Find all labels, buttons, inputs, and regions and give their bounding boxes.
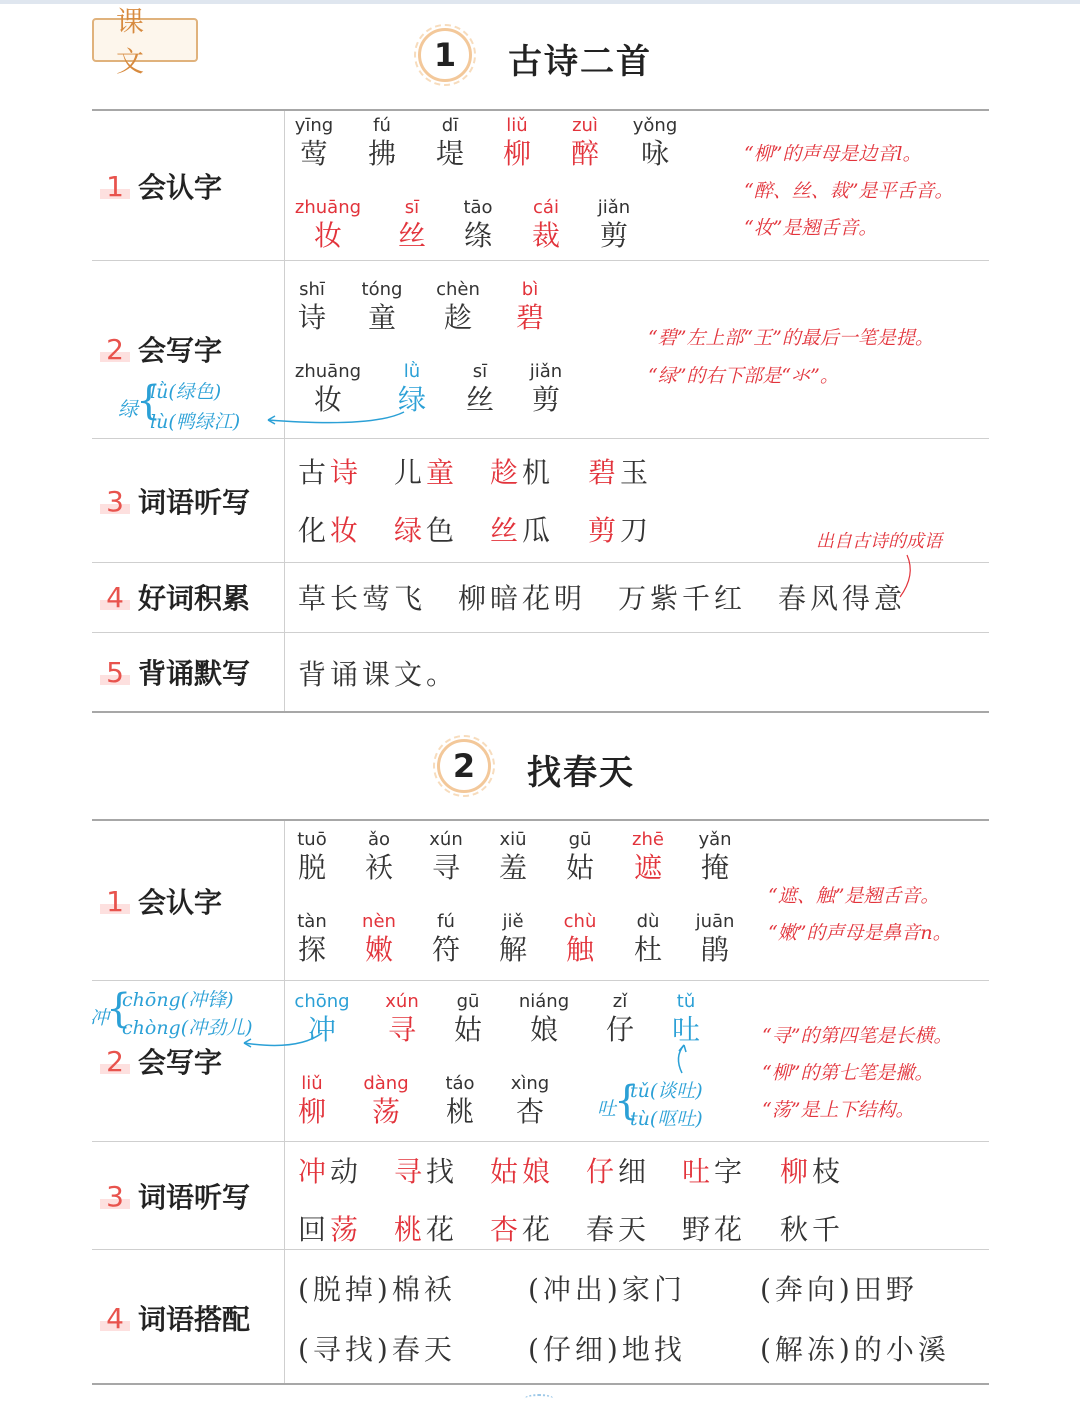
pinyin: tuō [297,829,327,850]
note-1: “寻”的第四笔是长横。 [762,1025,953,1047]
pinyin: yǒng [632,115,678,136]
note-2: “嫩”的声母是鼻音n。 [768,922,952,944]
hanzi: 莺 [299,137,328,170]
pinyin: zhuāng [294,197,362,218]
lesson1-title: 古诗二首 [508,42,652,82]
dictation-word: 化妆 [298,514,363,547]
pinyin: ǎo [367,829,391,850]
arrow-icon [672,1043,692,1077]
pinyin: juān [695,911,735,932]
brace-icon: { [136,378,162,424]
row-label [104,1041,222,1081]
pinyin: gū [568,829,592,850]
row-title: 背诵默写 [138,657,251,690]
pinyin: jiǎn [597,197,631,218]
hanzi: 遮 [633,851,662,884]
char-cell [272,1073,352,1129]
pinyin: yīng [294,115,334,136]
row-number: 4 [104,581,126,614]
hanzi: 寻 [387,1013,416,1046]
hanzi: 丝 [465,383,494,416]
row-title: 会写字 [138,334,223,367]
row-title: 会认字 [138,171,223,204]
pinyin: xún [385,991,419,1012]
char-cell [342,279,422,335]
dictation-word: 寻找 [394,1155,459,1188]
good-word: 柳暗花明 [458,582,587,615]
pinyin: chù [563,911,597,932]
hanzi: 妆 [313,383,342,416]
hanzi: 柳 [297,1095,326,1128]
char-cell [675,911,755,967]
pinyin: zhuāng [294,361,362,382]
hanzi: 探 [297,933,326,966]
char-cell [490,1073,570,1129]
pinyin: dī [441,115,459,136]
pinyin: fú [373,115,391,136]
row-label [104,481,250,521]
dictation-word: 绿色 [394,514,459,547]
hanzi: 妆 [313,219,342,252]
row-label [104,166,222,206]
hanzi: 荡 [371,1095,400,1128]
pinyin: lǜ [403,361,421,382]
hanzi: 丝 [397,219,426,252]
char-cell [615,115,695,171]
lesson1-number: 1 [418,28,472,82]
table-bottom-border [92,711,989,713]
pinyin: xìng [510,1073,550,1094]
dictation-word: 秋千 [780,1213,845,1246]
good-word: 草长莺飞 [298,582,427,615]
note-1: “柳”的声母是边音l。 [744,143,922,165]
lesson2-row-dictation [92,1141,989,1249]
char-cell [506,361,586,417]
char-cell [504,991,584,1047]
hanzi: 桃 [445,1095,474,1128]
pinyin: gū [456,991,480,1012]
hanzi: 碧 [515,301,544,334]
note-1: “碧”左上部“王”的最后一笔是提。 [648,327,934,349]
lesson1-row-vocabulary [92,562,989,632]
dictation-word: 仔细 [586,1155,651,1188]
brace-icon: { [614,1078,640,1124]
collocation: (冲出)家门 [528,1273,686,1306]
dictation-word: 古诗 [298,456,363,489]
dictation-word: 吐字 [682,1155,747,1188]
char-cell [418,279,498,335]
dictation-word: 儿童 [394,456,459,489]
dictation-word: 杏花 [490,1213,555,1246]
pinyin: yǎn [698,829,732,850]
pinyin: chōng [294,991,350,1012]
pinyin: cái [533,197,559,218]
pinyin: sī [404,197,420,218]
pinyin: sī [472,361,488,382]
hanzi: 脱 [297,851,326,884]
recite-text: 背诵课文。 [298,658,459,691]
polyphone-reading-1: chōng(冲锋) [122,989,234,1011]
pinyin: xún [429,829,463,850]
row-title: 词语听写 [138,486,251,519]
dictation-word: 剪刀 [588,514,653,547]
row-title: 会写字 [138,1046,223,1079]
lesson2-row-write [92,980,989,1141]
dictation-word: 姑娘 [490,1155,555,1188]
hanzi: 掩 [700,851,729,884]
hanzi: 冲 [307,1013,336,1046]
polyphone-reading-2: tù(呕吐) [630,1108,703,1130]
row-number: 3 [104,1180,126,1213]
row-label [104,577,250,617]
char-cell [574,197,654,253]
polyphone-char: 绿 [118,397,138,421]
polyphone-reading-1: tǔ(谈吐) [630,1080,703,1102]
char-cell [675,829,755,885]
hanzi: 拂 [367,137,396,170]
lesson2-row-collocation [92,1249,989,1385]
polyphone-reading-2: lù(鸭绿江) [150,411,241,433]
pinyin: zuì [572,115,598,136]
hanzi: 娘 [529,1013,558,1046]
pinyin: jiǎn [529,361,563,382]
hanzi: 寻 [431,851,460,884]
hanzi: 杏 [515,1095,544,1128]
lesson2-title: 找春天 [527,753,635,793]
char-cell [646,991,726,1047]
row-title: 词语搭配 [138,1303,251,1336]
pointer-line-icon [892,553,922,603]
brace-icon: { [106,986,132,1032]
hanzi: 剪 [531,383,560,416]
hanzi: 杜 [633,933,662,966]
polyphone-reading-1: lǜ(绿色) [150,381,222,403]
dictation-word: 丝瓜 [490,514,555,547]
row-number: 2 [104,333,126,366]
dictation-word: 碧玉 [588,456,653,489]
pinyin: dù [636,911,660,932]
collocation: (仔细)地找 [528,1333,686,1366]
hanzi: 仔 [605,1013,634,1046]
hanzi: 裁 [531,219,560,252]
hanzi: 醉 [570,137,599,170]
good-word: 春风得意 [778,582,907,615]
hanzi: 解 [498,933,527,966]
char-cell [346,1073,426,1129]
char-cell [420,1073,500,1129]
collocation: (奔向)田野 [760,1273,918,1306]
row-number: 1 [104,170,126,203]
polyphone-reading-2: chòng(冲劲儿) [122,1017,253,1039]
row-label [104,1176,250,1216]
row-label [104,329,222,369]
lesson1-row-write [92,260,989,438]
lesson1-table [92,109,989,713]
polyphone-char: 冲 [90,1007,110,1029]
hanzi: 堤 [435,137,464,170]
dictation-word: 柳枝 [780,1155,845,1188]
pinyin: niáng [518,991,570,1012]
collocation: (脱掉)棉袄 [298,1273,456,1306]
lesson2-header [0,733,1080,803]
row-title: 词语听写 [138,1181,251,1214]
collocation: (解冻)的小溪 [760,1333,950,1366]
row-number: 5 [104,656,126,689]
hanzi: 绦 [463,219,492,252]
dictation-word: 回荡 [298,1213,363,1246]
section-tag: 课 文 [92,18,198,62]
pinyin: liǔ [301,1073,323,1094]
hanzi: 符 [431,933,460,966]
pinyin: tàn [297,911,327,932]
lesson2-table [92,819,989,1385]
hanzi: 剪 [599,219,628,252]
note-2: “醉、丝、裁”是平舌音。 [744,180,954,202]
row-title: 会认字 [138,886,223,919]
hanzi: 绿 [397,383,426,416]
char-cell [545,115,625,171]
good-word: 万紫千红 [618,582,747,615]
pinyin: tóng [361,279,403,300]
note-3: “妆”是翘舌音。 [744,217,878,239]
hanzi: 童 [367,301,396,334]
lesson1-row-recite [92,632,989,713]
hanzi: 趁 [443,301,472,334]
pinyin: tāo [463,197,493,218]
note-2: “绿”的右下部是“氺”。 [648,365,839,387]
note-2: “柳”的第七笔是撇。 [762,1062,934,1084]
hanzi: 姑 [453,1013,482,1046]
note-1: “遮、触”是翘舌音。 [768,885,940,907]
row-number: 4 [104,1302,126,1335]
arrow-icon [262,406,412,436]
note-3: “荡”是上下结构。 [762,1099,915,1121]
pinyin: liǔ [506,115,528,136]
hanzi: 诗 [297,301,326,334]
collocation: (寻找)春天 [298,1333,456,1366]
row-number: 3 [104,485,126,518]
hanzi: 咏 [640,137,669,170]
hanzi: 柳 [502,137,531,170]
arrow-icon [238,1027,328,1053]
pinyin: bì [521,279,539,300]
pinyin: táo [445,1073,475,1094]
lesson1-row-recognize [92,109,989,260]
table-bottom-border [92,1383,989,1385]
row-title: 好词积累 [138,582,251,615]
pinyin: xiū [499,829,527,850]
dictation-word: 趁机 [490,456,555,489]
pinyin: tǔ [676,991,696,1012]
lesson1-header [0,22,1080,92]
pinyin: shī [299,279,325,300]
pinyin: dàng [363,1073,409,1094]
pinyin: chèn [436,279,480,300]
hanzi: 姑 [565,851,594,884]
char-cell [272,279,352,335]
dictation-word: 春天 [586,1213,651,1246]
char-cell [428,991,508,1047]
dictation-word: 冲动 [298,1155,363,1188]
hanzi: 鹃 [700,933,729,966]
row-label [104,1298,250,1338]
pinyin: jiě [502,911,524,932]
char-cell [288,197,368,253]
lesson2-number: 2 [437,739,491,793]
row-number: 2 [104,1045,126,1078]
dictation-word: 野花 [682,1213,747,1246]
lesson1-row-dictation [92,438,989,562]
pinyin: zhē [632,829,664,850]
pinyin: nèn [362,911,396,932]
row-label [104,881,222,921]
hanzi: 触 [565,933,594,966]
polyphone-char: 吐 [597,1098,617,1120]
hanzi: 嫩 [364,933,393,966]
row-label [104,652,250,692]
hanzi: 袄 [364,851,393,884]
pinyin: zǐ [612,991,628,1012]
note-idiom: 出自古诗的成语 [816,531,942,552]
lesson2-row-recognize [92,819,989,980]
hanzi: 吐 [671,1013,700,1046]
pinyin: fú [437,911,455,932]
row-number: 1 [104,885,126,918]
hanzi: 羞 [498,851,527,884]
char-cell [490,279,570,335]
dictation-word: 桃花 [394,1213,459,1246]
